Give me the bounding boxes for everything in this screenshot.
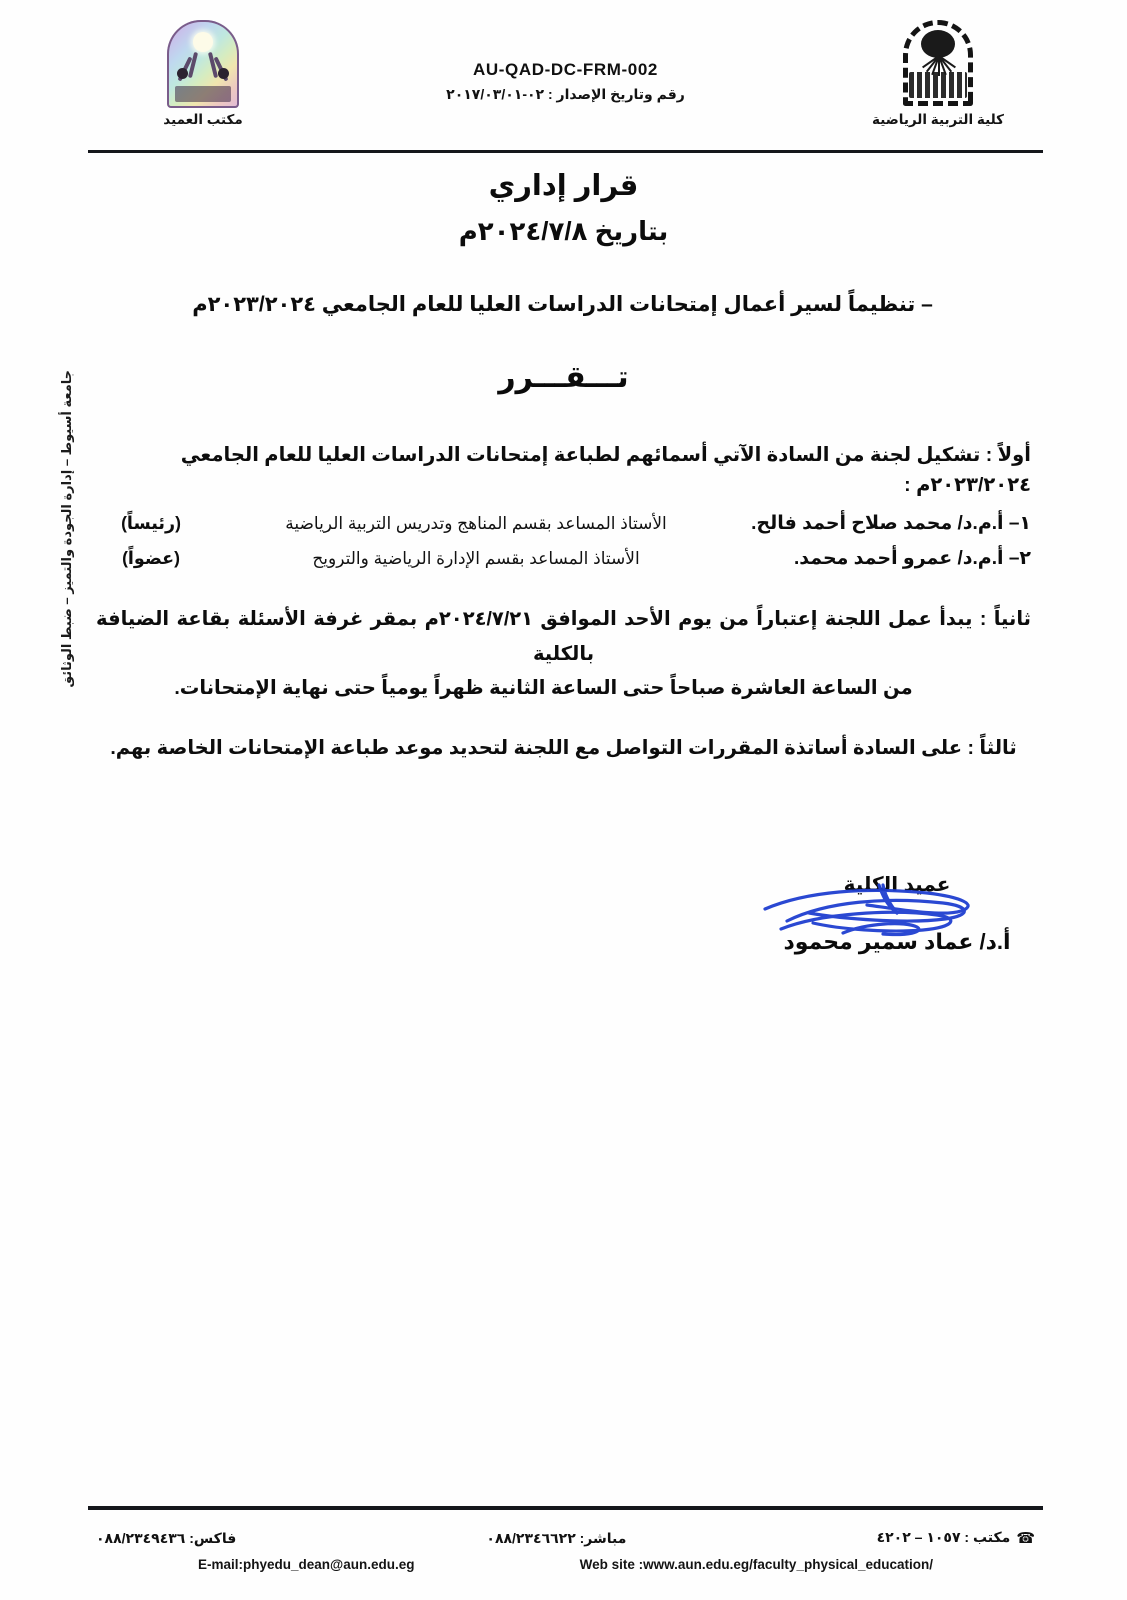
clause-second-line-1: ثانياً : يبدأ عمل اللجنة إعتباراً من يوم الأحد الموافق ٢٠٢٤/٧/٢١م بمقر غرفة الأسئلة بقاعة الضيافة بالكلية [96, 608, 1031, 665]
clause-first: أولاً : تشكيل لجنة من السادة الآتي أسمائهم لطباعة إمتحانات الدراسات العليا للعام الجامعي ٢٠٢٣/٢٠٢٤م : [180, 444, 1031, 497]
side-margin-text: جامعة أسيوط – إدارة الجودة والتميز – ضبط الوثائق [59, 370, 74, 688]
form-code-block [336, 60, 796, 103]
committee-member-row [96, 547, 1031, 570]
form-issue-text: رقم وتاريخ الإصدار : ٠٢-٢٠١٧/٠٣/٠١ [446, 86, 685, 102]
member-name [746, 512, 1031, 535]
telephone-icon: ☎ [1016, 1530, 1035, 1547]
dean-office-caption: مكتب العميد [163, 112, 243, 127]
side-margin-strip [44, 370, 74, 700]
footer-email[interactable]: E-mail:phyedu_dean@aun.edu.eg [198, 1557, 415, 1572]
clause-second [96, 602, 1031, 704]
footer-website[interactable]: Web site :www.aun.edu.eg/faculty_physical_education/ [579, 1557, 933, 1572]
footer-contact-row [88, 1523, 1043, 1547]
preamble-text: – تنظيماً لسير أعمال إمتحانات الدراسات العليا للعام الجامعي ٢٠٢٣/٢٠٢٤م [192, 293, 933, 316]
member-name-text: أ.م.د/ عمرو أحمد محمد. [793, 548, 1004, 570]
member-role: (عضواً) [122, 548, 180, 569]
member-name [746, 547, 1031, 570]
document-footer [88, 1523, 1043, 1572]
footer-office-cell [877, 1529, 1035, 1547]
signature-block [667, 872, 1127, 955]
member-name-text: أ.م.د/ محمد صلاح أحمد فالح. [751, 513, 1004, 535]
footer-divider [88, 1506, 1043, 1510]
document-header [88, 14, 1043, 142]
committee-member-row [96, 512, 1031, 535]
member-number: ١– [1008, 513, 1031, 535]
signatory-name: أ.د/ عماد سمير محمود [783, 929, 1011, 954]
decides-heading: تـــقـــرر [498, 361, 629, 394]
clause-third: ثالثاً : على السادة أساتذة المقررات التواصل مع اللجنة لتحديد موعد طباعة الإمتحانات الخاصة بهم. [110, 736, 1017, 759]
decision-date: بتاريخ ٢٠٢٤/٧/٨م [458, 216, 669, 246]
member-number: ٢– [1008, 548, 1031, 570]
member-title: الأستاذ المساعد بقسم الإدارة الرياضية والترويح [312, 549, 640, 569]
clause-second-line-2: من الساعة العاشرة صباحاً حتى الساعة الثانية ظهراً يومياً حتى نهاية الإمتحانات. [174, 676, 913, 699]
assiut-university-emblem-icon [899, 18, 977, 108]
footer-web-row [88, 1547, 1043, 1572]
faculty-color-emblem-icon [167, 20, 239, 108]
footer-office-label: مكتب : ١٠٥٧ – ٤٢٠٢ [876, 1529, 1011, 1545]
handwritten-signature-icon [667, 879, 1127, 935]
university-logo-block [843, 14, 1033, 128]
member-title: الأستاذ المساعد بقسم المناهج وتدريس التربية الرياضية [285, 514, 667, 534]
footer-direct-label: مباشر: ٠٨٨/٢٣٤٦٦٢٢ [486, 1529, 627, 1546]
member-role: (رئيساً) [121, 513, 181, 534]
page-title: قرار إداري [488, 170, 639, 202]
signature-title: عميد الكلية [843, 874, 951, 896]
footer-fax-label: فاكس: ٠٨٨/٢٣٤٩٤٣٦ [96, 1529, 237, 1546]
form-code-text: AU-QAD-DC-FRM-002 [473, 60, 658, 79]
dean-office-logo-block [108, 14, 298, 128]
faculty-caption: كلية التربية الرياضية [872, 112, 1004, 127]
document-body [96, 440, 1031, 763]
header-divider [88, 150, 1043, 153]
